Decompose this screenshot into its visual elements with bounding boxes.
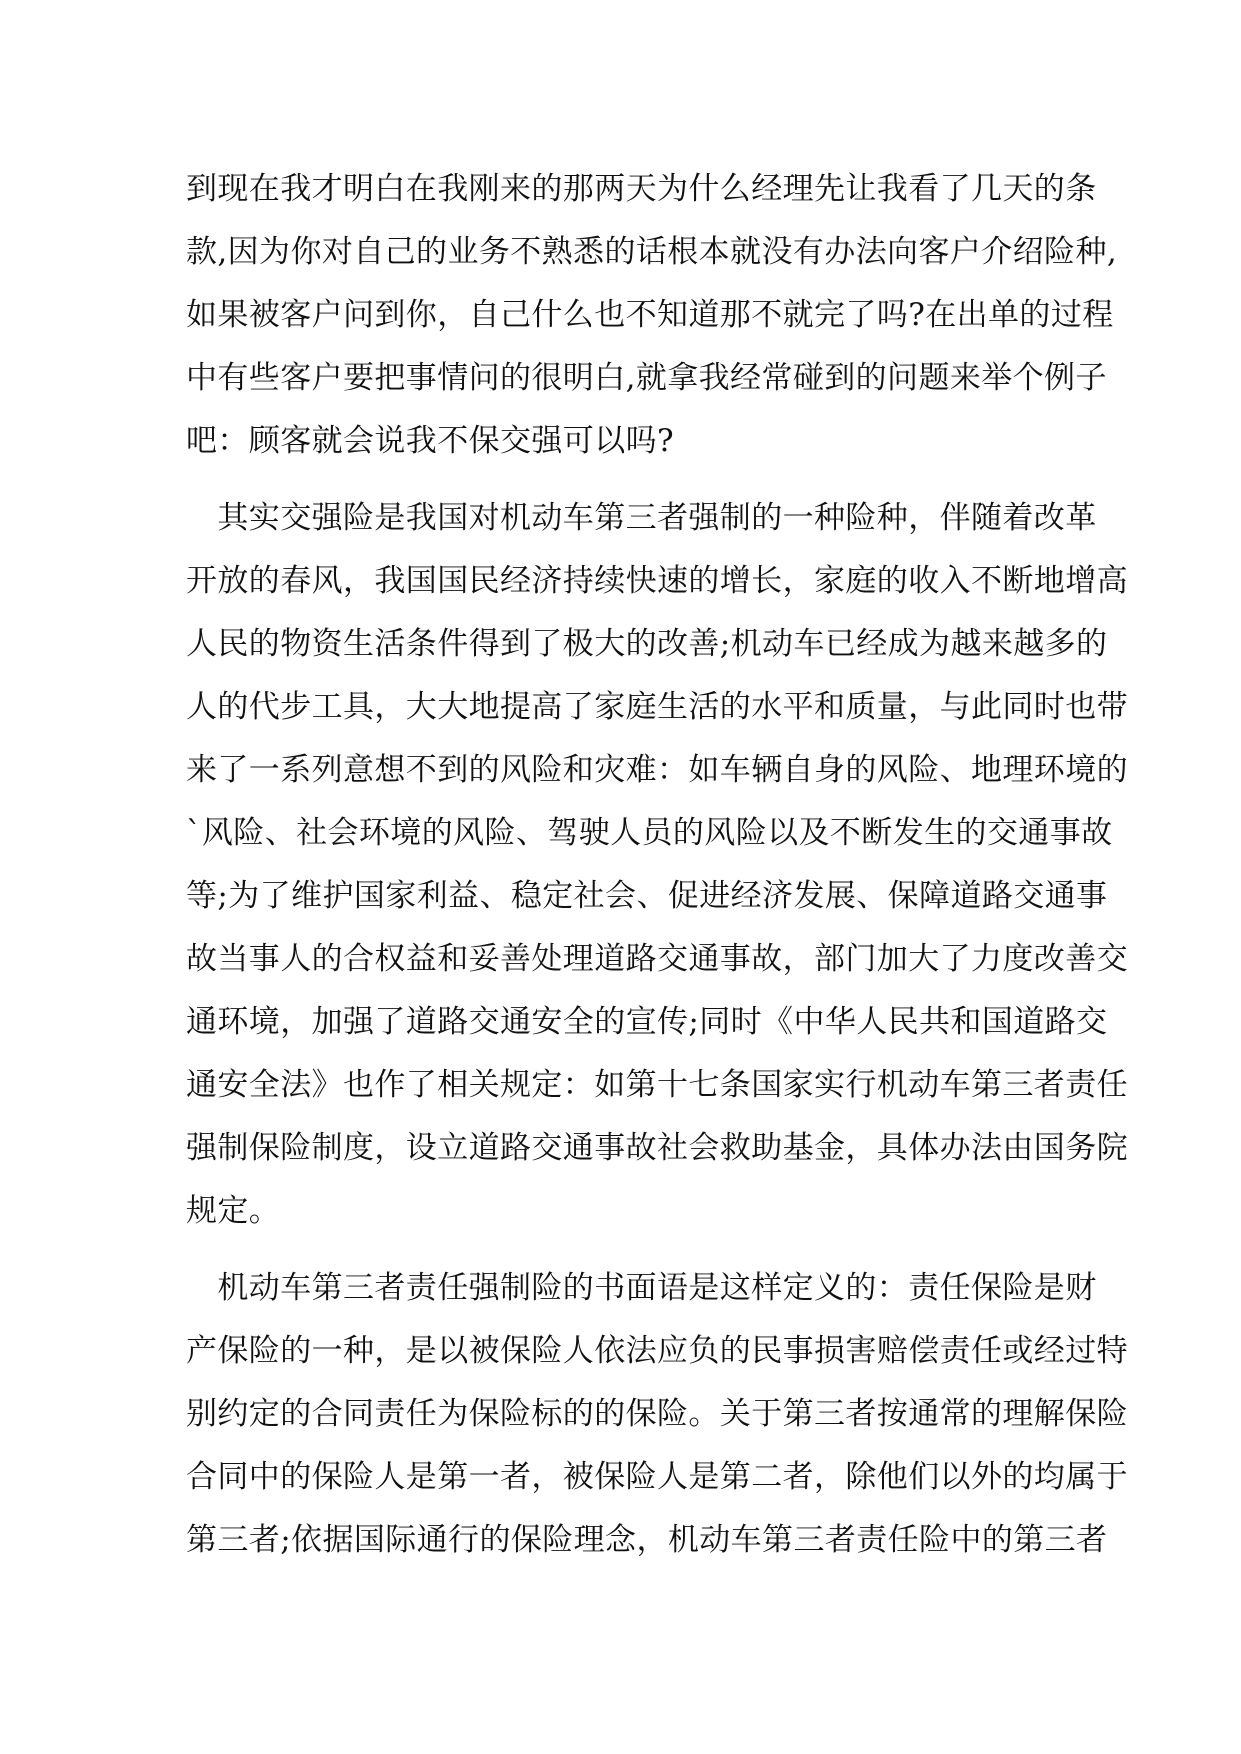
text-line: 第三者;依据国际通行的保险理念，机动车第三者责任险中的第三者: [186, 1522, 1108, 1558]
text-line: 到现在我才明白在我刚来的那两天为什么经理先让我看了几天的条: [186, 171, 1097, 207]
text-line: 机动车第三者责任强制险的书面语是这样定义的：责任保险是财: [186, 1270, 1097, 1306]
text-line: 其实交强险是我国对机动车第三者强制的一种险种，伴随着改革: [186, 500, 1097, 536]
text-line: 强制保险制度，设立道路交通事故社会救助基金，具体办法由国务院: [186, 1130, 1128, 1166]
text-line: 中有些客户要把事情问的很明白,就拿我经常碰到的问题来举个例子: [186, 360, 1107, 396]
text-line: `风险、社会环境的风险、驾驶人员的风险以及不断发生的交通事故: [186, 815, 1113, 851]
paragraph-3: [186, 1257, 1128, 1572]
text-line: 如果被客户问到你，自己什么也不知道那不就完了吗?在出单的过程: [186, 297, 1114, 333]
text-line: 等;为了维护国家利益、稳定社会、促进经济发展、保障道路交通事: [186, 878, 1108, 914]
text-line: 产保险的一种，是以被保险人依法应负的民事损害赔偿责任或经过特: [186, 1333, 1128, 1369]
text-line: 款,因为你对自己的业务不熟悉的话根本就没有办法向客户介绍险种,: [186, 234, 1118, 270]
text-line: 吧：顾客就会说我不保交强可以吗?: [186, 423, 675, 459]
text-line: 通安全法》也作了相关规定：如第十七条国家实行机动车第三者责任: [186, 1067, 1128, 1103]
paragraph-2: [186, 487, 1128, 1243]
body-text: [186, 158, 1128, 1572]
text-line: 人民的物资生活条件得到了极大的改善;机动车已经成为越来越多的: [186, 626, 1108, 662]
text-line: 来了一系列意想不到的风险和灾难：如车辆自身的风险、地理环境的: [186, 752, 1128, 788]
paragraph-gap: [186, 473, 1066, 487]
paragraph-1: [186, 158, 1118, 473]
text-line: 人的代步工具，大大地提高了家庭生活的水平和质量，与此同时也带: [186, 689, 1128, 725]
text-line: 开放的春风，我国国民经济持续快速的增长，家庭的收入不断地增高: [186, 563, 1128, 599]
paragraph-gap: [186, 1243, 1066, 1257]
text-line: 通环境，加强了道路交通安全的宣传;同时《中华人民共和国道路交: [186, 1004, 1108, 1040]
text-line: 规定。: [186, 1193, 281, 1229]
text-line: 故当事人的合权益和妥善处理道路交通事故，部门加大了力度改善交: [186, 941, 1128, 977]
text-line: 合同中的保险人是第一者，被保险人是第二者，除他们以外的均属于: [186, 1459, 1128, 1495]
text-line: 别约定的合同责任为保险标的的保险。关于第三者按通常的理解保险: [186, 1396, 1128, 1432]
